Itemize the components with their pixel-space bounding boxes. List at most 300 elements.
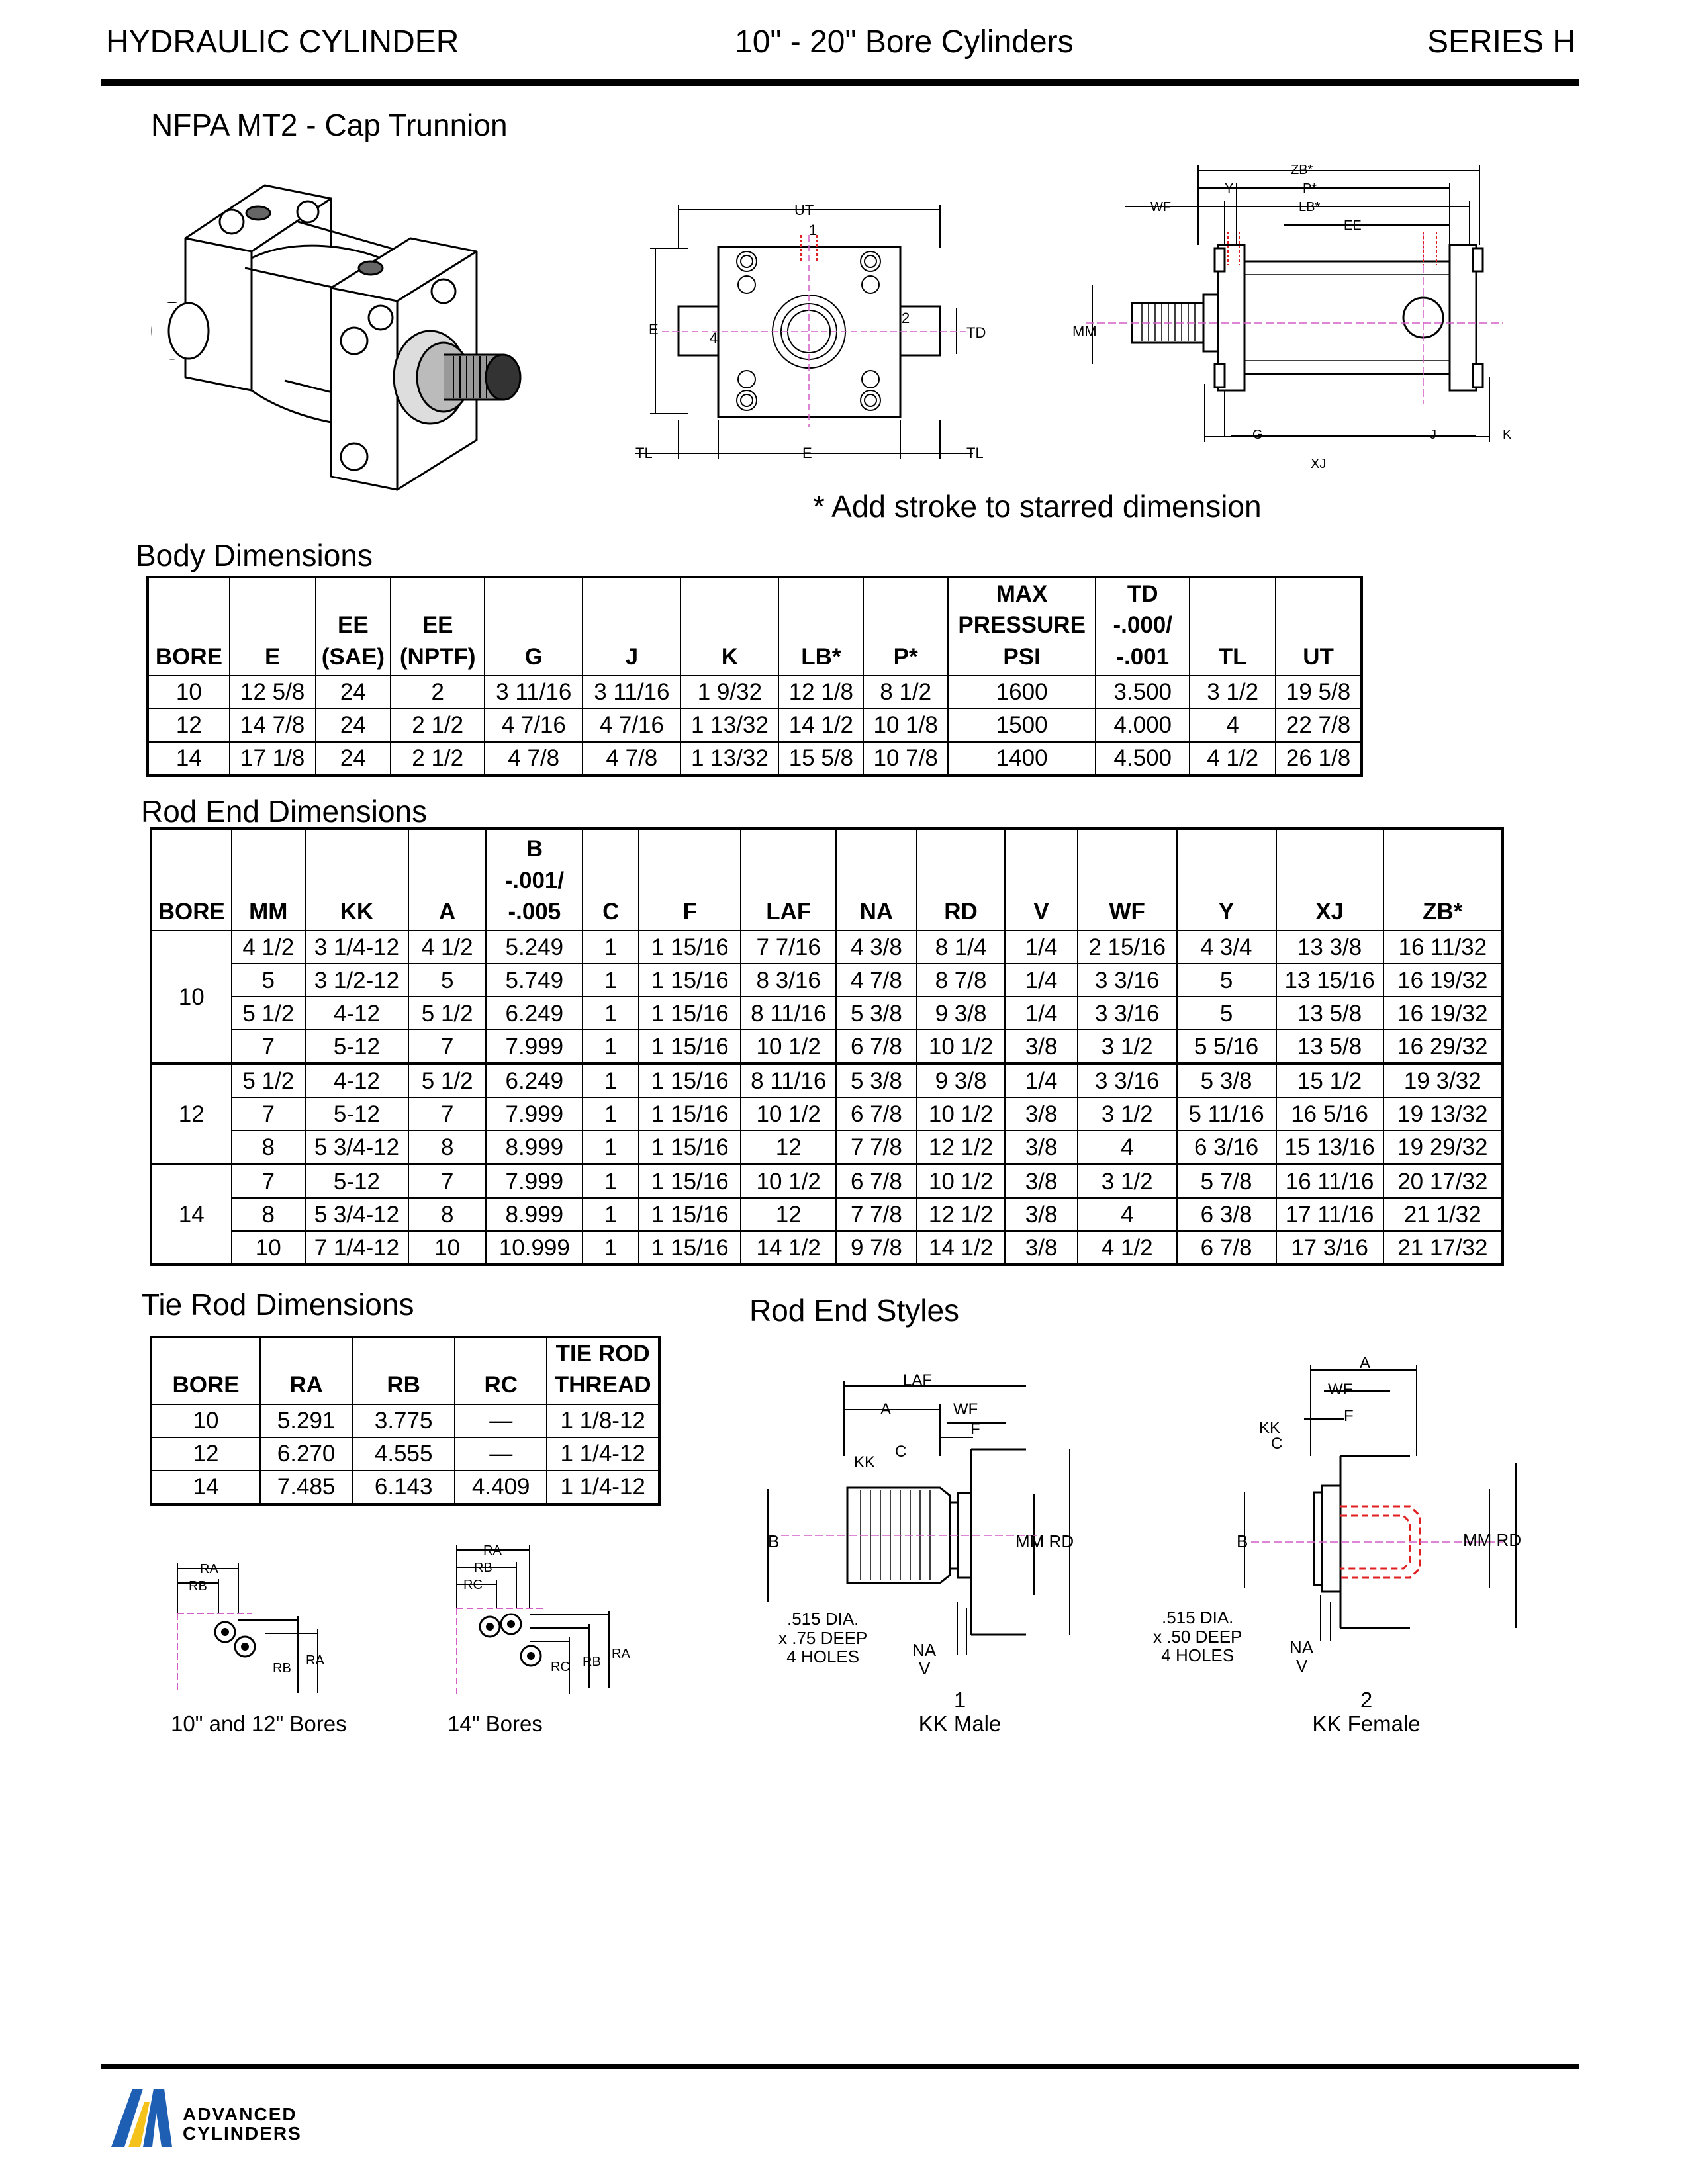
female-c-label: C — [1271, 1435, 1283, 1453]
table-cell: 8 — [408, 1198, 486, 1231]
column-header-line: TL — [1218, 643, 1247, 670]
table-cell: 16 19/32 — [1383, 997, 1503, 1030]
table-cell: 3 1/2-12 — [305, 964, 408, 997]
column-header-line: EE — [422, 612, 453, 639]
xj-label: XJ — [1311, 457, 1327, 471]
table-cell: 14 — [148, 742, 230, 776]
table-cell: 12 1/2 — [917, 1198, 1006, 1231]
e-vertical-label: E — [649, 321, 659, 338]
table-cell: 1 1/8-12 — [547, 1404, 659, 1437]
column-header — [391, 577, 485, 676]
table-cell: 8 — [408, 1130, 486, 1164]
table-cell: 1/4 — [1005, 964, 1077, 997]
female-holes-line-1: .515 DIA. — [1162, 1608, 1234, 1627]
table-cell: 5-12 — [305, 1030, 408, 1064]
stroke-note: * Add stroke to starred dimension — [813, 489, 1262, 523]
table-cell: 12 — [741, 1198, 836, 1231]
column-header-line: J — [625, 643, 639, 670]
column-header-line: -.001 — [1116, 643, 1170, 670]
table-cell: 3.775 — [352, 1404, 455, 1437]
tie-rod-caption-10-12: 10" and 12" Bores — [171, 1711, 347, 1736]
table-row — [151, 1097, 1503, 1130]
table-cell: 1 15/16 — [639, 964, 741, 997]
table-cell: 7 — [232, 1164, 305, 1198]
table-cell: 6 3/8 — [1177, 1198, 1276, 1231]
column-header-line: RD — [944, 898, 978, 925]
table-cell: 1 — [583, 1097, 639, 1130]
table-cell: 10 — [151, 1404, 260, 1437]
column-header-line: XJ — [1315, 898, 1344, 925]
table-cell: 7 7/8 — [836, 1198, 917, 1231]
column-header-line: P* — [893, 643, 918, 670]
table-cell: 7 — [408, 1030, 486, 1064]
table-cell: 7 7/16 — [741, 931, 836, 964]
table-cell: 5.749 — [486, 964, 583, 997]
column-header — [1190, 577, 1276, 676]
table-cell: 8 3/16 — [741, 964, 836, 997]
female-a-label: A — [1360, 1354, 1371, 1372]
female-style-number: 2 — [1360, 1688, 1373, 1712]
table-cell: 12 — [151, 1437, 260, 1471]
column-header — [639, 829, 741, 931]
table-cell: 1 — [583, 1030, 639, 1064]
table-cell: 8 11/16 — [741, 1064, 836, 1097]
table-cell: 2 15/16 — [1078, 931, 1177, 964]
table-header-row — [151, 1337, 659, 1404]
column-header-line: BORE — [155, 643, 222, 670]
table-cell: 4.555 — [352, 1437, 455, 1471]
male-wf-label: WF — [953, 1400, 978, 1418]
table-cell: 1 15/16 — [639, 1164, 741, 1198]
table-cell: 3/8 — [1005, 1164, 1077, 1198]
column-header-line: KK — [340, 898, 374, 925]
table-cell: 1 1/4-12 — [547, 1437, 659, 1471]
tie-rod-dimensions-title: Tie Rod Dimensions — [141, 1287, 414, 1322]
table-cell: 12 1/8 — [778, 676, 863, 709]
table-cell: 1 15/16 — [639, 1097, 741, 1130]
table-cell: 9 3/8 — [917, 997, 1006, 1030]
bore-group-cell: 14 — [151, 1164, 232, 1265]
table-cell: 2 1/2 — [391, 709, 485, 742]
g-label: G — [1252, 428, 1263, 442]
column-header-line: (SAE) — [321, 643, 385, 670]
table-cell: 5 — [1177, 997, 1276, 1030]
female-holes-note — [1153, 1608, 1242, 1665]
table-cell: 7 — [408, 1164, 486, 1198]
table-cell: 10 — [408, 1231, 486, 1265]
table-cell: 4-12 — [305, 1064, 408, 1097]
table-cell: 10.999 — [486, 1231, 583, 1265]
male-holes-line-3: 4 HOLES — [786, 1647, 860, 1667]
male-holes-note — [778, 1610, 867, 1666]
table-cell: 4 — [1190, 709, 1276, 742]
table-cell: 4 1/2 — [408, 931, 486, 964]
table-cell: 4 3/4 — [1177, 931, 1276, 964]
table-cell: — — [455, 1437, 547, 1471]
table-cell: 21 1/32 — [1383, 1198, 1503, 1231]
table-cell: 3 1/2 — [1190, 676, 1276, 709]
table-cell: 7 — [408, 1097, 486, 1130]
column-header-line: EE — [338, 612, 369, 639]
column-header-line: RA — [289, 1372, 323, 1398]
column-header-line: -.001/ — [504, 867, 565, 893]
table-cell: 14 7/8 — [230, 709, 316, 742]
table-cell: 14 1/2 — [778, 709, 863, 742]
table-cell: 5 5/16 — [1177, 1030, 1276, 1064]
table-cell: 12 5/8 — [230, 676, 316, 709]
table-cell: 8 7/8 — [917, 964, 1006, 997]
lb-label: LB* — [1299, 200, 1321, 214]
column-header-line: C — [602, 898, 620, 925]
table-cell: 6 7/8 — [836, 1164, 917, 1198]
table-cell: 3/8 — [1005, 1097, 1077, 1130]
table-cell: 22 7/8 — [1276, 709, 1362, 742]
table-cell: 3 3/16 — [1078, 997, 1177, 1030]
table-cell: 3/8 — [1005, 1130, 1077, 1164]
column-header — [948, 577, 1096, 676]
table-cell: 7.999 — [486, 1164, 583, 1198]
table-cell: 15 5/8 — [778, 742, 863, 776]
tl-right-label: TL — [966, 445, 984, 461]
column-header — [352, 1337, 455, 1404]
table-cell: 1 13/32 — [680, 742, 778, 776]
male-kk-label: KK — [854, 1453, 876, 1471]
table-cell: 1 — [583, 1164, 639, 1198]
port-4-label: 4 — [710, 330, 718, 346]
column-header-line: ZB* — [1423, 898, 1463, 925]
table-row — [151, 1231, 1503, 1265]
table-cell: 10 1/2 — [741, 1097, 836, 1130]
table-cell: 13 5/8 — [1276, 997, 1383, 1030]
table-cell: 4 7/16 — [583, 709, 680, 742]
table-cell: 1 15/16 — [639, 1130, 741, 1164]
ut-label: UT — [794, 202, 814, 218]
column-header — [316, 577, 391, 676]
table-cell: 4 3/8 — [836, 931, 917, 964]
column-header-line: RB — [387, 1372, 420, 1398]
rc-label-b: RC — [463, 1578, 483, 1592]
front-view-drawing — [635, 195, 1006, 473]
table-cell: 17 1/8 — [230, 742, 316, 776]
table-cell: 14 — [151, 1471, 260, 1504]
rod-end-female-drawing — [1211, 1350, 1542, 1655]
table-row — [151, 1404, 659, 1437]
table-cell: 20 17/32 — [1383, 1164, 1503, 1198]
table-cell: 10 1/2 — [917, 1164, 1006, 1198]
column-header — [485, 577, 583, 676]
side-view-drawing — [1066, 159, 1529, 477]
table-cell: 6 7/8 — [836, 1097, 917, 1130]
table-cell: 1 15/16 — [639, 1231, 741, 1265]
column-header — [151, 1337, 260, 1404]
table-cell: 10 1/8 — [863, 709, 948, 742]
table-cell: 4 7/8 — [583, 742, 680, 776]
male-holes-line-1: .515 DIA. — [787, 1609, 859, 1629]
tie-rod-dimensions-table — [150, 1336, 661, 1506]
table-cell: 15 13/16 — [1276, 1130, 1383, 1164]
male-f-label: F — [970, 1420, 980, 1438]
rod-end-dimensions-title: Rod End Dimensions — [141, 794, 428, 829]
table-cell: 4 1/2 — [232, 931, 305, 964]
column-header-line: B — [526, 836, 543, 862]
body-dimensions-table — [146, 576, 1363, 777]
column-header-line: THREAD — [554, 1372, 651, 1398]
column-header — [836, 829, 917, 931]
table-cell: 1 — [583, 1064, 639, 1097]
table-cell: 1 15/16 — [639, 1198, 741, 1231]
logo-line-1: ADVANCED — [183, 2104, 297, 2124]
column-header-line: -.000/ — [1113, 612, 1172, 639]
table-cell: 5 — [1177, 964, 1276, 997]
table-row — [148, 709, 1362, 742]
table-cell: 8 1/2 — [863, 676, 948, 709]
table-cell: 1 — [583, 997, 639, 1030]
male-style-number: 1 — [953, 1688, 966, 1712]
table-cell: 2 1/2 — [391, 742, 485, 776]
table-cell: 5 3/4-12 — [305, 1130, 408, 1164]
table-header-row — [151, 829, 1503, 931]
column-header-line: RC — [484, 1372, 518, 1398]
advanced-cylinders-logo-icon — [106, 2086, 179, 2150]
column-header — [232, 829, 305, 931]
column-header — [305, 829, 408, 931]
ra-label-b2: RA — [612, 1647, 630, 1661]
table-cell: 10 — [232, 1231, 305, 1265]
column-header-line: WF — [1109, 898, 1145, 925]
column-header — [680, 577, 778, 676]
table-cell: 26 1/8 — [1276, 742, 1362, 776]
table-cell: 16 11/32 — [1383, 931, 1503, 964]
column-header-line: LAF — [766, 898, 812, 925]
table-cell: 8 — [232, 1130, 305, 1164]
table-row — [151, 1064, 1503, 1097]
table-cell: 5 — [232, 964, 305, 997]
table-cell: 1 — [583, 964, 639, 997]
table-cell: 5.249 — [486, 931, 583, 964]
wf-label: WF — [1150, 200, 1172, 214]
table-cell: 7.999 — [486, 1097, 583, 1130]
zb-label: ZB* — [1291, 163, 1313, 177]
column-header — [1005, 829, 1077, 931]
rb-label-b2: RB — [583, 1655, 601, 1669]
table-cell: 10 1/2 — [741, 1164, 836, 1198]
table-cell: 7 — [232, 1030, 305, 1064]
table-cell: 1 — [583, 1198, 639, 1231]
column-header — [547, 1337, 659, 1404]
table-cell: 16 19/32 — [1383, 964, 1503, 997]
table-cell: 5 1/2 — [408, 997, 486, 1030]
table-cell: 5 3/4-12 — [305, 1198, 408, 1231]
td-label: TD — [966, 324, 986, 341]
column-header-line: -.005 — [508, 898, 561, 925]
column-header — [230, 577, 316, 676]
table-cell: 3 3/16 — [1078, 964, 1177, 997]
table-cell: 4.000 — [1096, 709, 1190, 742]
table-cell: 1 15/16 — [639, 931, 741, 964]
table-row — [151, 1130, 1503, 1164]
table-cell: 13 3/8 — [1276, 931, 1383, 964]
column-header — [1096, 577, 1190, 676]
table-cell: 3 1/2 — [1078, 1097, 1177, 1130]
table-cell: 1 — [583, 931, 639, 964]
table-cell: 19 13/32 — [1383, 1097, 1503, 1130]
j-label: J — [1430, 428, 1436, 442]
column-header-line: MM — [249, 898, 288, 925]
ra-label-b: RA — [483, 1543, 502, 1558]
table-cell: 16 29/32 — [1383, 1030, 1503, 1064]
female-kk-label: KK — [1259, 1419, 1281, 1437]
table-cell: 19 3/32 — [1383, 1064, 1503, 1097]
column-header — [583, 829, 639, 931]
table-cell: 3 1/2 — [1078, 1030, 1177, 1064]
table-cell: 10 1/2 — [917, 1030, 1006, 1064]
column-header — [486, 829, 583, 931]
table-cell: 12 — [148, 709, 230, 742]
bore-group-cell: 10 — [151, 931, 232, 1064]
column-header — [1177, 829, 1276, 931]
rod-end-dimensions-table — [150, 827, 1504, 1266]
column-header-line: Y — [1218, 898, 1235, 925]
table-cell: 16 5/16 — [1276, 1097, 1383, 1130]
mount-title: NFPA MT2 - Cap Trunnion — [151, 108, 508, 142]
column-header-line: TD — [1127, 581, 1158, 607]
table-cell: 19 5/8 — [1276, 676, 1362, 709]
ra-label-a2: RA — [306, 1653, 324, 1668]
table-cell: 4 1/2 — [1190, 742, 1276, 776]
table-cell: 3 1/4-12 — [305, 931, 408, 964]
table-cell: 6 7/8 — [1177, 1231, 1276, 1265]
table-cell: 4 7/8 — [485, 742, 583, 776]
table-cell: 3/8 — [1005, 1198, 1077, 1231]
female-mm-rd-label: MM RD — [1463, 1530, 1522, 1550]
port-2-label: 2 — [902, 310, 910, 326]
column-header — [917, 829, 1006, 931]
table-cell: 12 — [741, 1130, 836, 1164]
table-cell: 3/8 — [1005, 1231, 1077, 1265]
column-header — [148, 577, 230, 676]
tie-rod-caption-14: 14" Bores — [447, 1711, 543, 1736]
table-cell: 5 3/8 — [1177, 1064, 1276, 1097]
table-row — [151, 964, 1503, 997]
table-cell: 4-12 — [305, 997, 408, 1030]
table-cell: 4 — [1078, 1198, 1177, 1231]
table-cell: 4.500 — [1096, 742, 1190, 776]
male-mm-rd-label: MM RD — [1015, 1531, 1074, 1551]
column-header-line: UT — [1303, 643, 1334, 670]
table-cell: 14 1/2 — [741, 1231, 836, 1265]
table-cell: 6 7/8 — [836, 1030, 917, 1064]
p-label: P* — [1303, 181, 1317, 196]
table-cell: 6.249 — [486, 997, 583, 1030]
table-cell: 19 29/32 — [1383, 1130, 1503, 1164]
table-cell: 1500 — [948, 709, 1096, 742]
table-row — [148, 742, 1362, 776]
table-cell: 1 1/4-12 — [547, 1471, 659, 1504]
tl-left-label: TL — [635, 445, 653, 461]
table-cell: 5 — [408, 964, 486, 997]
table-cell: 3 11/16 — [485, 676, 583, 709]
table-cell: 1/4 — [1005, 1064, 1077, 1097]
table-row — [151, 1198, 1503, 1231]
table-cell: 15 1/2 — [1276, 1064, 1383, 1097]
column-header-line: NA — [859, 898, 894, 925]
table-cell: 21 17/32 — [1383, 1231, 1503, 1265]
table-row — [151, 1030, 1503, 1064]
female-style-name: KK Female — [1312, 1711, 1421, 1736]
ra-label-a: RA — [200, 1562, 218, 1576]
port-1-label: 1 — [809, 222, 818, 238]
table-cell: 3 11/16 — [583, 676, 680, 709]
table-cell: 1 13/32 — [680, 709, 778, 742]
column-header-line: A — [439, 898, 456, 925]
table-cell: 1 15/16 — [639, 1064, 741, 1097]
table-cell: 7 — [232, 1097, 305, 1130]
table-cell: 8 — [232, 1198, 305, 1231]
table-cell: 1/4 — [1005, 931, 1077, 964]
table-cell: 6 3/16 — [1177, 1130, 1276, 1164]
male-b-label: B — [768, 1531, 780, 1551]
male-c-label: C — [895, 1443, 907, 1461]
table-cell: 24 — [316, 709, 391, 742]
table-cell: 7 7/8 — [836, 1130, 917, 1164]
table-cell: 4.409 — [455, 1471, 547, 1504]
table-cell: 14 1/2 — [917, 1231, 1006, 1265]
table-cell: 8.999 — [486, 1130, 583, 1164]
table-cell: 10 1/2 — [917, 1097, 1006, 1130]
table-cell: 5-12 — [305, 1097, 408, 1130]
table-row — [151, 997, 1503, 1030]
table-cell: 10 7/8 — [863, 742, 948, 776]
table-cell: 8 11/16 — [741, 997, 836, 1030]
female-holes-line-3: 4 HOLES — [1161, 1645, 1235, 1666]
bore-group-cell: 12 — [151, 1064, 232, 1164]
column-header-line: BORE — [158, 898, 225, 925]
header-rule — [101, 79, 1579, 86]
table-cell: 1/4 — [1005, 997, 1077, 1030]
female-b-label: B — [1237, 1531, 1248, 1551]
column-header-line: PSI — [1003, 643, 1041, 670]
header-center: 10" - 20" Bore Cylinders — [735, 24, 1074, 60]
column-header — [583, 577, 680, 676]
column-header-line: PRESSURE — [958, 612, 1086, 639]
table-cell: 1 — [583, 1130, 639, 1164]
table-cell: 8.999 — [486, 1198, 583, 1231]
column-header-line: LB* — [801, 643, 841, 670]
female-holes-line-2: x .50 DEEP — [1153, 1626, 1243, 1647]
table-cell: 1600 — [948, 676, 1096, 709]
column-header — [1276, 829, 1383, 931]
table-cell: 9 7/8 — [836, 1231, 917, 1265]
column-header-line: K — [721, 643, 739, 670]
table-cell: 4 7/8 — [836, 964, 917, 997]
table-cell: 24 — [316, 742, 391, 776]
table-cell: 1 15/16 — [639, 1030, 741, 1064]
male-holes-line-2: x .75 DEEP — [778, 1627, 868, 1648]
table-cell: 1400 — [948, 742, 1096, 776]
rod-end-styles-title: Rod End Styles — [749, 1293, 960, 1328]
k-label: K — [1503, 428, 1512, 442]
table-cell: 6.249 — [486, 1064, 583, 1097]
column-header-line: BORE — [172, 1372, 240, 1398]
y-label: Y — [1225, 181, 1234, 196]
table-cell: 6.270 — [260, 1437, 352, 1471]
male-laf-label: LAF — [903, 1371, 933, 1389]
rb-label-a: RB — [189, 1579, 207, 1594]
column-header — [1078, 829, 1177, 931]
male-v-label: V — [919, 1659, 931, 1678]
table-cell: 5 11/16 — [1177, 1097, 1276, 1130]
column-header-line: TIE ROD — [555, 1341, 650, 1367]
